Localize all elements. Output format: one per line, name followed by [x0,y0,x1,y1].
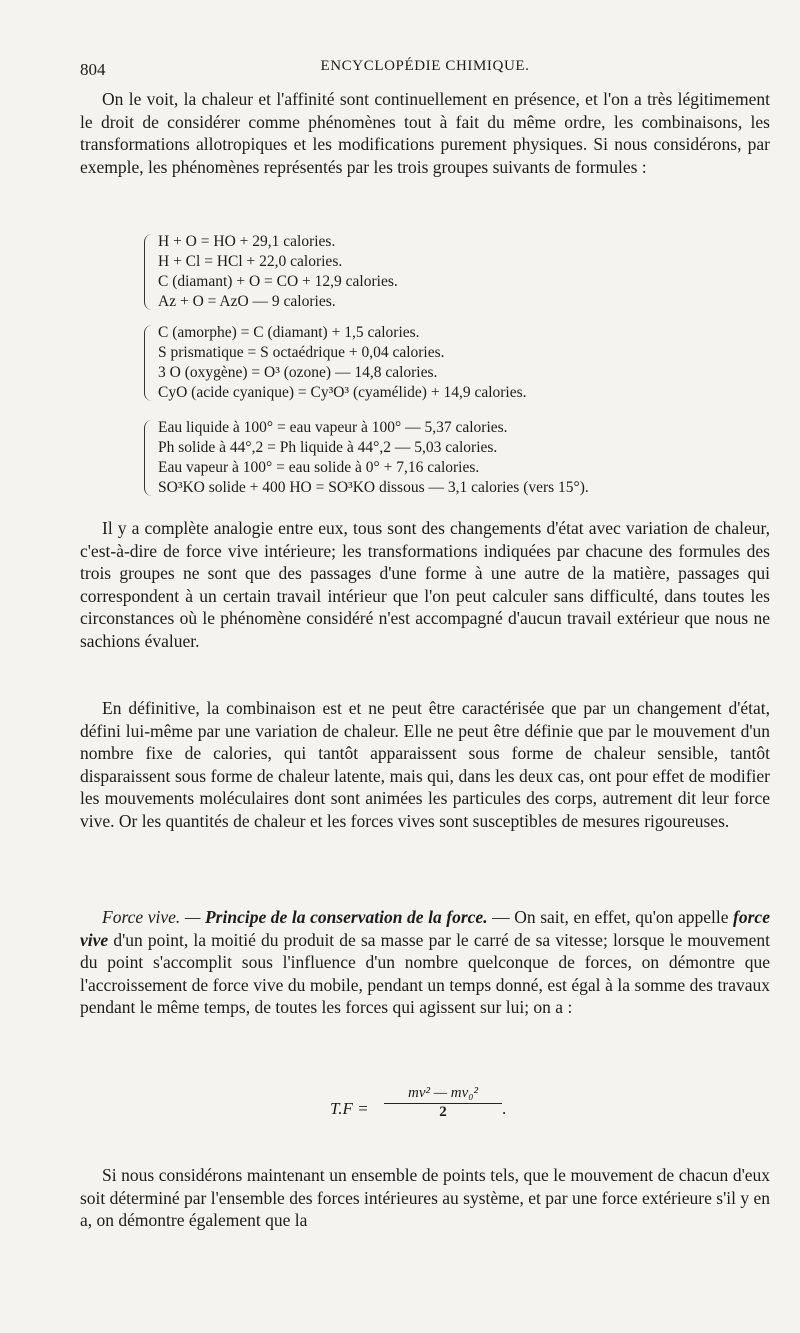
formula-line: H + O = HO + 29,1 calories. [158,233,336,250]
equation-lhs: T.F = [330,1099,369,1118]
term-force-vive: force vive [80,907,770,950]
running-title: ENCYCLOPÉDIE CHIMIQUE. [320,58,530,74]
formula-line: C (diamant) + O = CO + 12,9 calories. [158,273,398,290]
brace [144,234,154,310]
section-subtitle: Principe de la conservation de la force. [204,907,488,927]
formula-group-3 [158,418,758,498]
formula-group-1 [158,232,758,312]
formula-line: Az + O = AzO — 9 calories. [158,293,336,310]
formula-line: H + Cl = HCl + 22,0 calories. [158,253,343,270]
formula-line: SO³KO solide + 400 HO = SO³KO dissous — 3,1 calories (vers 15°). [158,479,589,496]
equation-force-vive [330,1085,530,1133]
formula-line: S prismatique = S octaédrique + 0,04 calories. [158,344,445,361]
equation-fraction [384,1085,502,1121]
page-number: 804 [80,60,106,79]
page-header [80,58,770,82]
formula-line: 3 O (oxygène) = O³ (ozone) — 14,8 calories. [158,364,438,381]
paragraph-system: Si nous considérons maintenant un ensemble de points tels, que le mouvement de chacun d'eux soit déterminé par l'ensemble des forces intérieures au système, et par une force extérieure s'il y en a, on démontre également que la [80,1165,770,1230]
equation-denominator: 2 [439,1104,447,1120]
formula-line: Eau liquide à 100° = eau vapeur à 100° — 5,37 calories. [158,419,508,436]
equation-numerator: mv² — mv₀² [384,1085,502,1104]
formula-line: Eau vapeur à 100° = eau solide à 0° + 7,16 calories. [158,459,480,476]
section-text: d'un point, la moitié du produit de sa masse par le carré de sa vitesse; lorsque le mouvement du point s'accomplit sous l'influence d'un nombre quelconque de forces, on démontre que l'accroissement de force vive du mobile, pendant un temps donné, est égal à la somme des travaux pendant le même temps, de toutes les forces qui agissent sur lui; on a : [80,929,770,1017]
section-title: Force vive. — [102,907,205,927]
formula-group-2 [158,323,758,403]
brace [144,420,154,496]
equation-end: . [502,1099,507,1118]
paragraph-intro: On le voit, la chaleur et l'affinité sont continuellement en présence, et l'on a très légitimement le droit de considérer comme phénomènes tout à fait du même ordre, les combinaisons, les transformations allotropiques et les modifications purement physiques. Si nous considérons, par exemple, les phénomènes représentés par les trois groupes suivants de formules : [80,89,770,177]
paragraph-definition: En définitive, la combinaison est et ne peut être caractérisée que par un changement d'état, défini lui-même par une variation de chaleur. Elle ne peut être définie que par le mouvement d'un nombre fixe de calories, qui tantôt apparaissent sous forme de chaleur sensible, tantôt disparaissent sous forme de chaleur latente, mais qui, dans les deux cas, ont pour effet de modifier les mouvements moléculaires dont sont animées les particules des corps, autrement dit leur force vive. Or les quantités de chaleur et les forces vives sont susceptibles de mesures rigoureuses. [80,698,770,831]
brace [144,325,154,401]
formula-line: Ph solide à 44°,2 = Ph liquide à 44°,2 — 5,03 calories. [158,439,498,456]
section-text: — On sait, en effet, qu'on appelle [487,907,734,927]
formula-line: C (amorphe) = C (diamant) + 1,5 calories. [158,324,420,341]
formula-line: CyO (acide cyanique) = Cy³O³ (cyamélide) + 14,9 calories. [158,384,527,401]
paragraph-analogy: Il y a complète analogie entre eux, tous sont des changements d'état avec variation de chaleur, c'est-à-dire de force vive intérieure; les transformations indiquées par chacune des formules des trois groupes ne sont que des passages d'une forme à une autre de la matière, passages qui correspondent à un certain travail intérieur que l'on peut calculer sans difficulté, dans toutes les circonstances où le phénomène considéré n'est accompagné d'aucun travail extérieur que nous ne sachions évaluer. [80,518,770,651]
section-force-vive [80,906,770,1019]
